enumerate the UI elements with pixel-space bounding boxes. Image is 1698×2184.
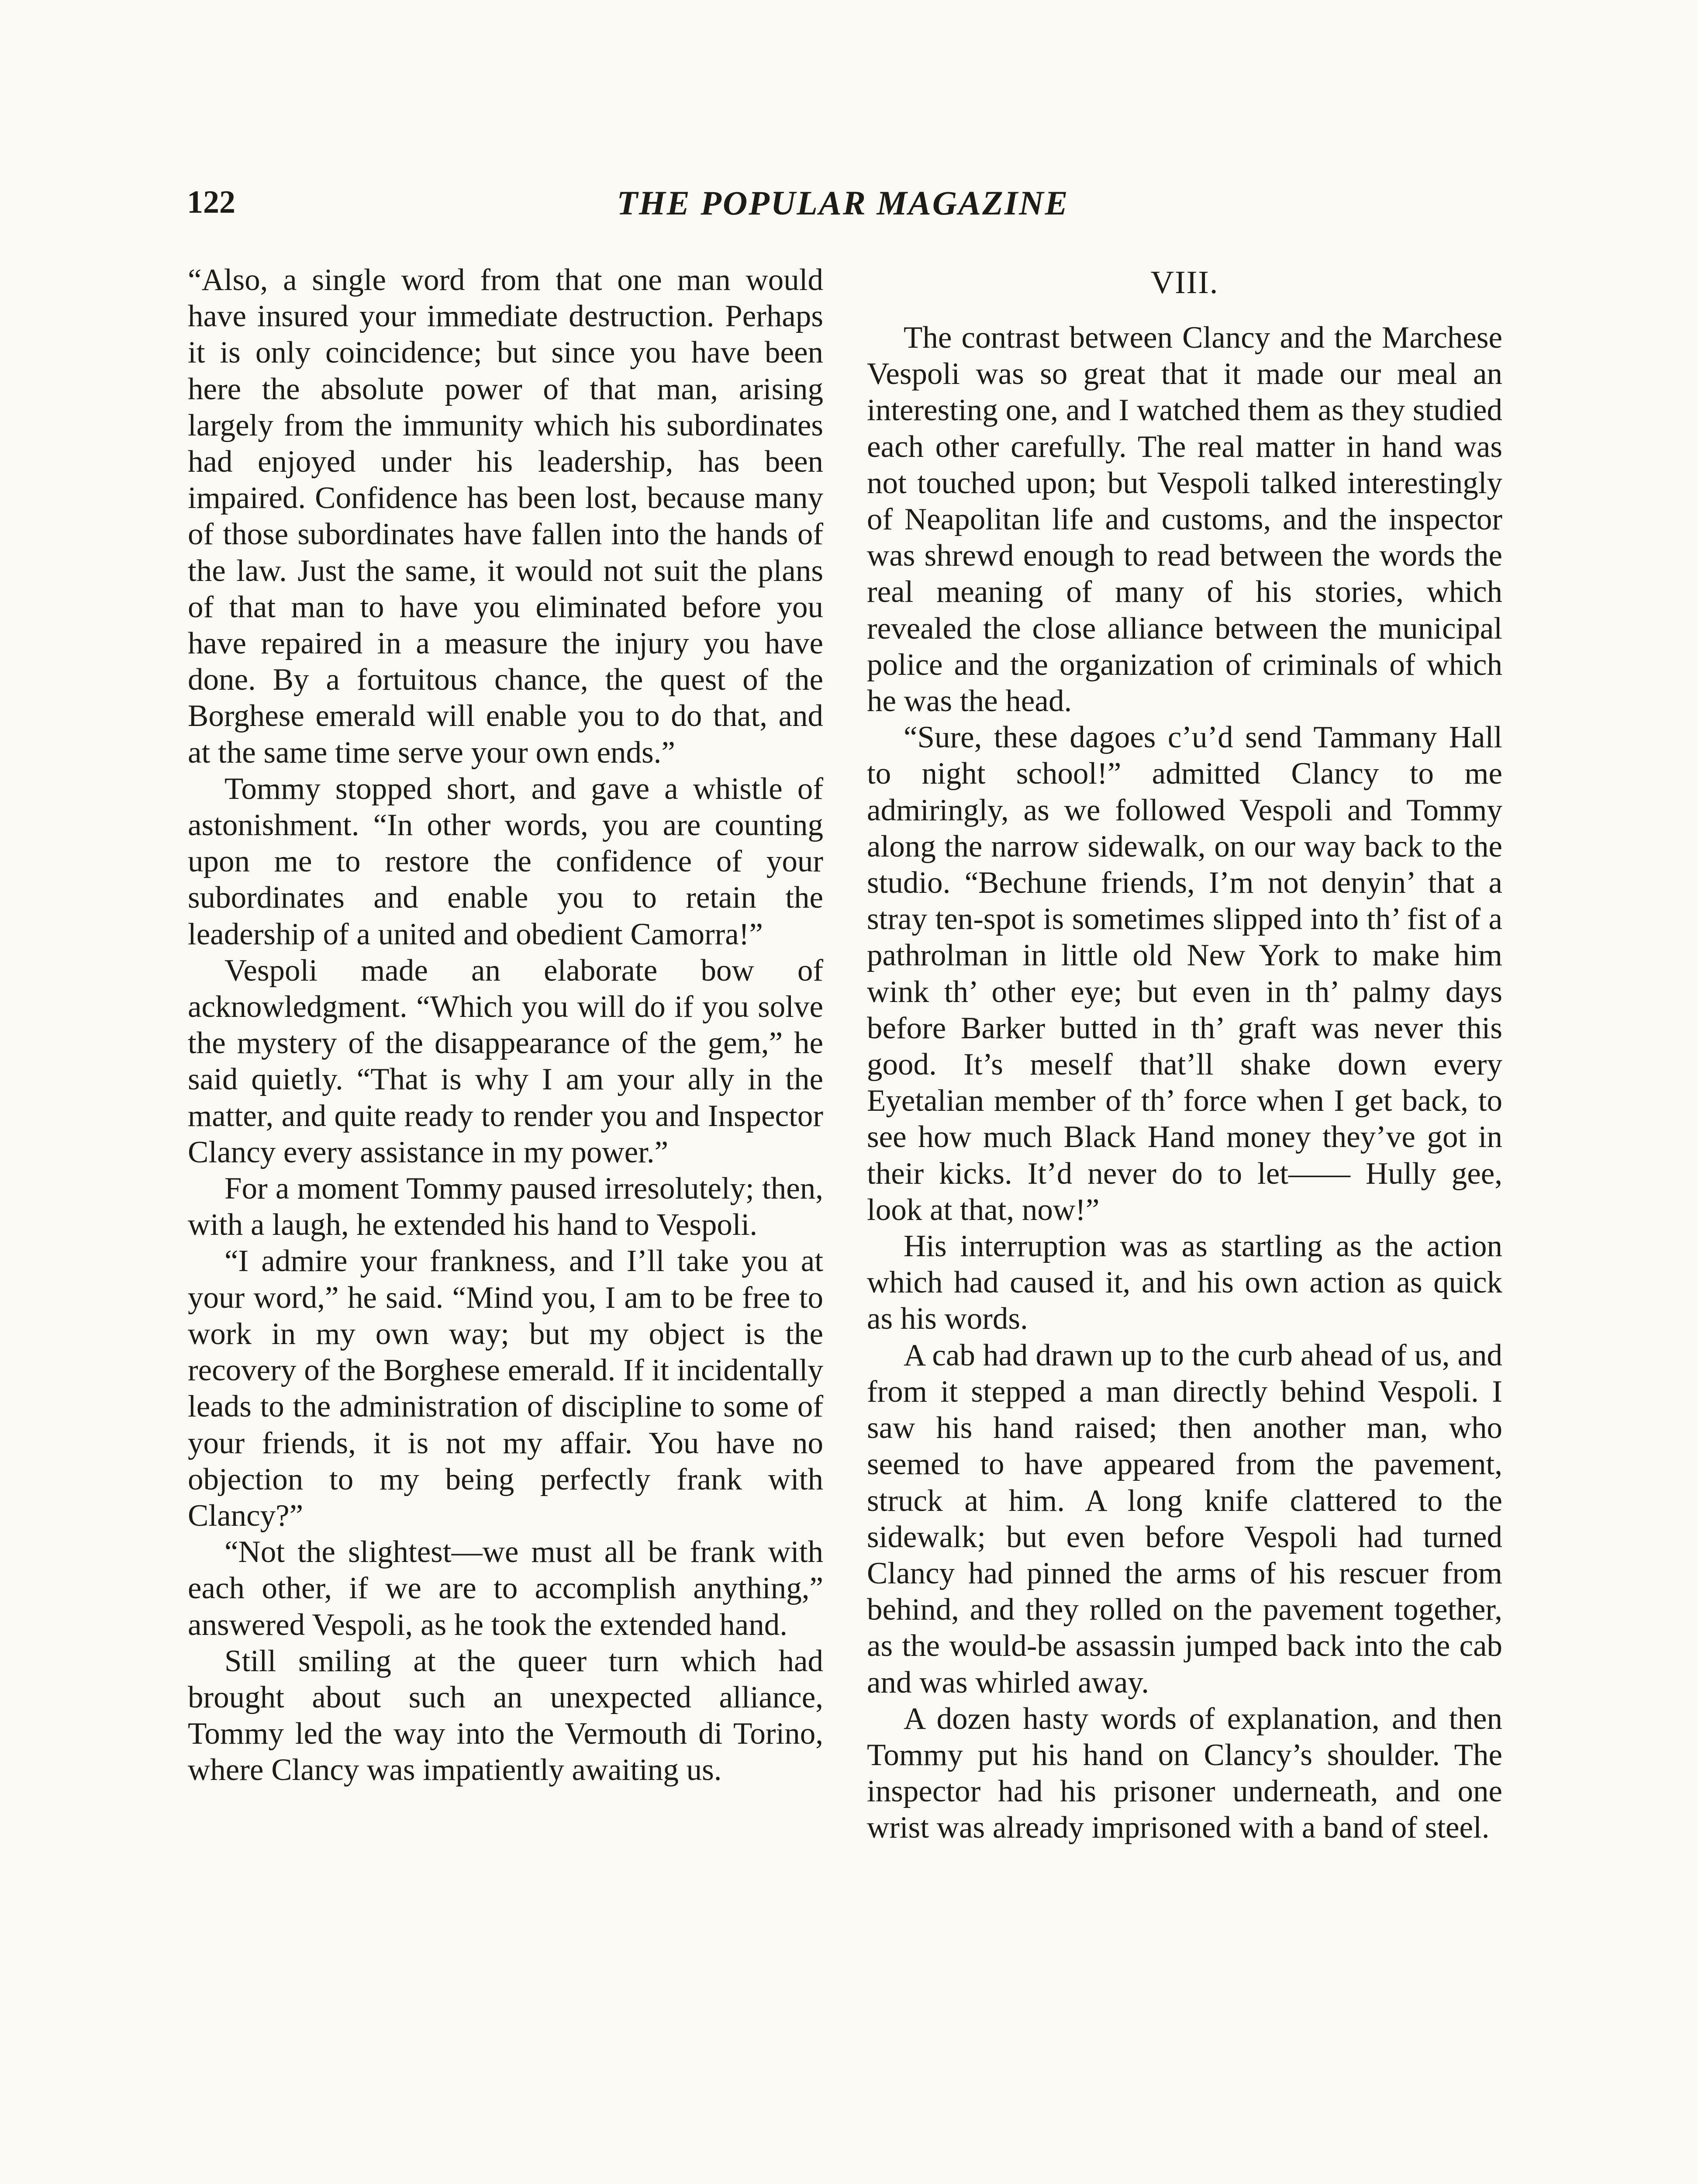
left-column [188, 262, 823, 1789]
paragraph: Tommy stopped short, and gave a whistle of astonishment. “In other words, you are counting upon me to restore the confidence of your subordinates and enable you to retain the leadership of a united and obedient Camorra!” [188, 771, 823, 951]
paragraph: “I admire your frankness, and I’ll take you at your word,” he said. “Mind you, I am to be free to work in my own way; but my object is the recovery of the Borghese emerald. If it incidentally leads to the administration of discipline to some of your friends, it is not my affair. You have no objection to my being perfectly frank with Clancy?” [188, 1244, 823, 1533]
paragraph: “Sure, these dagoes c’u’d send Tammany Hall to night school!” admitted Clancy to me admiringly, as we followed Vespoli and Tommy along the narrow sidewalk, on our way back to the studio. “Bechune friends, I’m not denyin’ that a stray ten-spot is sometimes slipped into th’ fist of a pathrolman in little old New York to make him wink th’ other eye; but even in th’ palmy days before Barker butted in th’ graft was never this good. It’s meself that’ll shake down every Eyetalian member of th’ force when I get back, to see how much Black Hand money they’ve got in their kicks. It’d never do to let—— Hully gee, look at that, now!” [867, 720, 1502, 1227]
paragraph: “Also, a single word from that one man would have insured your immediate destruction. Perhaps it is only coincidence; but since you have been here the absolute power of that man, arising largely from the immunity which his subordinates had enjoyed under his leadership, has been impaired. Confidence has been lost, because many of those subordinates have fallen into the hands of the law. Just the same, it would not suit the plans of that man to have you eliminated before you have repaired in a measure the injury you have done. By a fortuitous chance, the quest of the Borghese emerald will enable you to do that, and at the same time serve your own ends.” [188, 263, 823, 770]
paragraph: The contrast between Clancy and the Marchese Vespoli was so great that it made our meal an interesting one, and I watched them as they studied each other carefully. The real matter in hand was not touched upon; but Vespoli talked interestingly of Neapolitan life and customs, and the inspector was shrewd enough to read between the words the real meaning of many of his stories, which revealed the close alliance between the municipal police and the organization of criminals of which he was the head. [867, 321, 1502, 719]
paragraph: A cab had drawn up to the curb ahead of us, and from it stepped a man directly behind Vespoli. I saw his hand raised; then another man, who seemed to have appeared from the pavement, struck at him. A long knife clattered to the sidewalk; but even before Vespoli had turned Clancy had pinned the arms of his rescuer from behind, and they rolled on the pavement together, as the would-be assassin jumped back into the cab and was whirled away. [867, 1338, 1502, 1700]
paragraph: For a moment Tommy paused irresolutely; then, with a laugh, he extended his hand to Vespoli. [188, 1171, 823, 1242]
paragraph: Vespoli made an elaborate bow of acknowledgment. “Which you will do if you solve the mystery of the disappearance of the gem,” he said quietly. “That is why I am your ally in the matter, and quite ready to render you and Inspector Clancy every assistance in my power.” [188, 953, 823, 1169]
paragraph: A dozen hasty words of explanation, and then Tommy put his hand on Clancy’s shoulder. The inspector had his prisoner underneath, and one wrist was already imprisoned with a band of steel. [867, 1701, 1502, 1845]
paragraph: “Not the slightest—we must all be frank with each other, if we are to accomplish anything,” answered Vespoli, as he took the extended hand. [188, 1535, 823, 1642]
section-heading: VIII. [1150, 265, 1219, 301]
paragraph: Still smiling at the queer turn which had brought about such an unexpected alliance, Tommy led the way into the Vermouth di Torino, where Clancy was impatiently awaiting us. [188, 1644, 823, 1787]
page-number: 122 [187, 184, 235, 220]
running-title: THE POPULAR MAGAZINE [617, 184, 1069, 222]
right-column [867, 262, 1502, 1846]
paragraph: His interruption was as startling as the action which had caused it, and his own action as quick as his words. [867, 1229, 1502, 1336]
